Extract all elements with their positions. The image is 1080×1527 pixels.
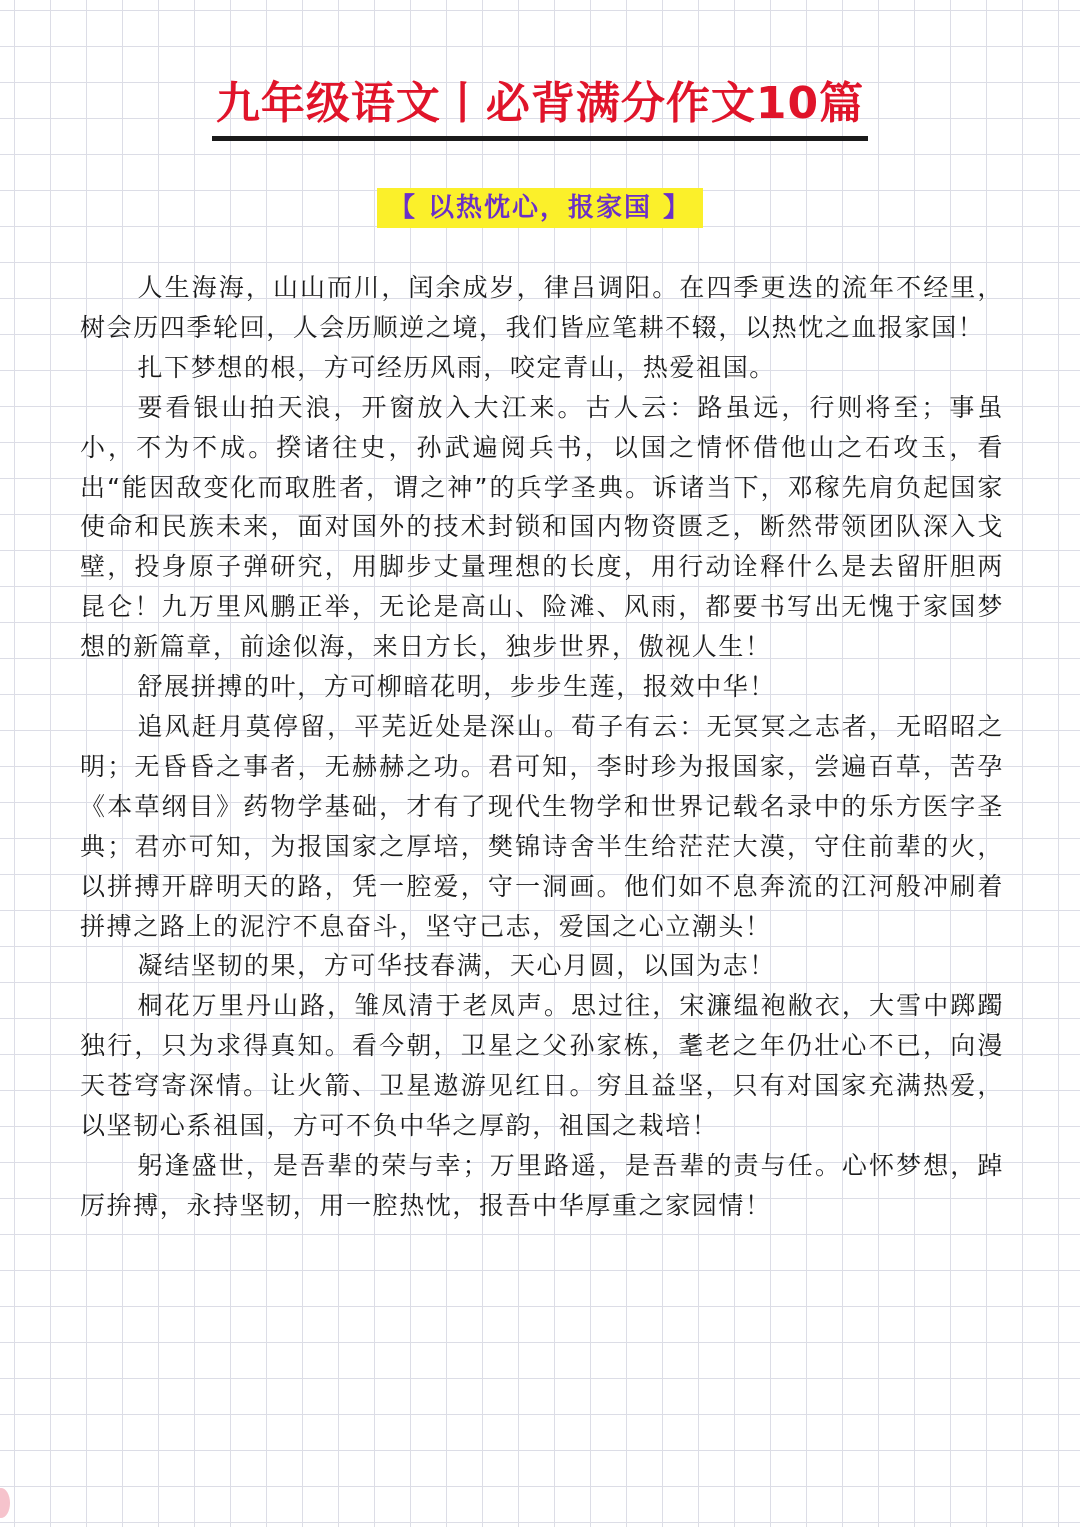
- essay-paragraph: 要看银山拍天浪，开窗放入大江来。古人云：路虽远，行则将至；事虽小，不为不成。揆诸往史，孙武遍阅兵书，以国之情怀借他山之石攻玉，看出“能因敌变化而取胜者，谓之神”的兵学圣典。诉诸当下，邓稼先肩负起国家使命和民族未来，面对国外的技术封锁和国内物资匮乏，断然带领团队深入戈壁，投身原子弹研究，用脚步丈量理想的长度，用行动诠释什么是去留肝胆两昆仑！九万里风鹏正举，无论是高山、险滩、风雨，都要书写出无愧于家国梦想的新篇章，前途似海，来日方长，独步世界，傲视人生！: [80, 392, 1004, 662]
- essay-paragraph: 舒展拼搏的叶，方可柳暗花明，步步生莲，报效中华！: [137, 672, 776, 702]
- essay-paragraph: 桐花万里丹山路，雏凤清于老凤声。思过往，宋濂缊袍敝衣，大雪中踯躅独行，只为求得真知。看今朝，卫星之父孙家栋，耄老之年仍壮心不已，向漫天苍穹寄深情。让火箭、卫星遨游见红日。穷且益坚，只有对国家充满热爱，以坚韧心系祖国，方可不负中华之厚韵，祖国之栽培！: [80, 991, 1004, 1141]
- decorative-corner-mark: [0, 1488, 10, 1518]
- essay-paragraph: 追风赶月莫停留，平芜近处是深山。荀子有云：无冥冥之志者，无昭昭之明；无昏昏之事者，无赫赫之功。君可知，李时珍为报国家，尝遍百草，苦孕《本草纲目》药物学基础，才有了现代生物学和世界记载名录中的乐方医字圣典；君亦可知，为报国家之厚培，樊锦诗舍半生给茫茫大漠，守住前辈的火，以拼搏开辟明天的路，凭一腔爱，守一洞画。他们如不息奔流的江河般冲刷着拼搏之路上的泥泞不息奋斗，坚守己志，爱国之心立潮头！: [80, 711, 1004, 941]
- title-container: [0, 74, 1080, 141]
- essay-subtitle: 【 以热忱心，报家国 】: [377, 188, 703, 228]
- essay-paragraph: 躬逢盛世，是吾辈的荣与幸；万里路遥，是吾辈的责与任。心怀梦想，踔厉拚搏，永持坚韧，用一腔热忱，报吾中华厚重之家园情！: [80, 1150, 1004, 1220]
- essay-paragraph: 凝结坚韧的果，方可华技春满，天心月圆，以国为志！: [137, 951, 776, 981]
- essay-paragraph: 扎下梦想的根，方可经历风雨，咬定青山，热爱祖国。: [137, 352, 776, 382]
- page-title: 九年级语文丨必背满分作文10篇: [212, 74, 868, 141]
- essay-paragraph: 人生海海，山山而川，闰余成岁，律吕调阳。在四季更迭的流年不经里，树会历四季轮回，人会历顺逆之境，我们皆应笔耕不辍，以热忱之血报家国！: [80, 273, 1004, 342]
- subtitle-container: [0, 188, 1080, 228]
- essay-body: [80, 268, 1004, 1226]
